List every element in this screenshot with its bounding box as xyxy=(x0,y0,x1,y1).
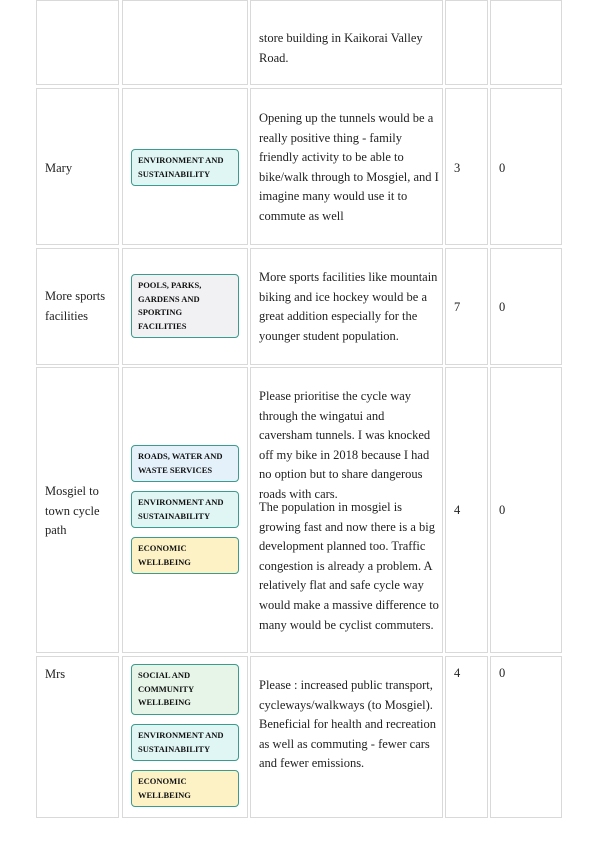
table-row xyxy=(36,88,562,245)
topic-tag: ENVIRONMENT AND SUSTAINABILITY xyxy=(131,724,239,761)
table-row xyxy=(36,367,562,653)
comment-cell xyxy=(250,88,443,245)
score-value: 4 xyxy=(454,503,461,517)
count-cell xyxy=(490,0,562,85)
count-value: 0 xyxy=(499,503,506,517)
comment-cell xyxy=(250,248,443,365)
comment-cell xyxy=(250,367,443,653)
count-cell xyxy=(490,656,562,818)
submitter-name: Mosgiel to town cycle path xyxy=(45,484,100,538)
table-row xyxy=(36,248,562,365)
submitter-name: Mrs xyxy=(45,667,66,681)
score-cell xyxy=(445,88,488,245)
topic-tag: ECONOMIC WELLBEING xyxy=(131,770,239,807)
table-row xyxy=(36,656,562,818)
comment-text: More sports facilities like mountain biking and ice hockey would be a great addition especially for the younger student population. xyxy=(259,270,438,343)
comment-paragraph: The population in mosgiel is growing fast and now there is a big development planned too. Traffic congestion is already a problem. A relatively flat and safe cycle way would make a massive difference to many would be cyclist commuters. xyxy=(259,500,439,632)
topics-cell xyxy=(122,248,248,365)
submitter-name: More sports facilities xyxy=(45,289,106,323)
count-value: 0 xyxy=(499,161,506,175)
topic-tag: SOCIAL AND COMMUNITY WELLBEING xyxy=(131,664,239,715)
table-row xyxy=(36,0,562,85)
comment-cell xyxy=(250,656,443,818)
topic-tag: POOLS, PARKS, GARDENS AND SPORTING FACILITIES xyxy=(131,274,239,338)
score-cell xyxy=(445,367,488,653)
comment-cell xyxy=(250,0,443,85)
comment-text: Please : increased public transport, cycleways/walkways (to Mosgiel). Beneficial for health and recreation as well as commuting - fewer cars and fewer emissions. xyxy=(259,678,436,771)
count-value: 0 xyxy=(499,666,506,680)
score-cell xyxy=(445,656,488,818)
score-value: 7 xyxy=(454,300,461,314)
topic-tag: ENVIRONMENT AND SUSTAINABILITY xyxy=(131,491,239,528)
comment-text: Opening up the tunnels would be a really positive thing - family friendly activity to be able to bike/walk through to Mosgiel, and I imagine many would use it to commute as well xyxy=(259,111,439,223)
count-cell xyxy=(490,367,562,653)
topic-tag: ECONOMIC WELLBEING xyxy=(131,537,239,574)
score-cell xyxy=(445,248,488,365)
topic-tag: ROADS, WATER AND WASTE SERVICES xyxy=(131,445,239,482)
name-cell xyxy=(36,88,119,245)
name-cell xyxy=(36,656,119,818)
score-value: 3 xyxy=(454,161,461,175)
topics-cell xyxy=(122,367,248,653)
count-cell xyxy=(490,88,562,245)
count-value: 0 xyxy=(499,300,506,314)
submitter-name: Mary xyxy=(45,161,73,175)
topic-tag: ENVIRONMENT AND SUSTAINABILITY xyxy=(131,149,239,186)
score-cell xyxy=(445,0,488,85)
topics-cell xyxy=(122,0,248,85)
comment-text: store building in Kaikorai Valley Road. xyxy=(259,31,423,65)
topics-cell xyxy=(122,88,248,245)
score-value: 4 xyxy=(454,666,461,680)
submissions-table xyxy=(36,0,562,818)
name-cell xyxy=(36,367,119,653)
count-cell xyxy=(490,248,562,365)
topics-cell xyxy=(122,656,248,818)
name-cell xyxy=(36,0,119,85)
comment-paragraph: Please prioritise the cycle way through the wingatui and caversham tunnels. I was knocked off my bike in 2018 because I had no option but to share dangerous roads with cars. xyxy=(259,389,431,501)
name-cell xyxy=(36,248,119,365)
